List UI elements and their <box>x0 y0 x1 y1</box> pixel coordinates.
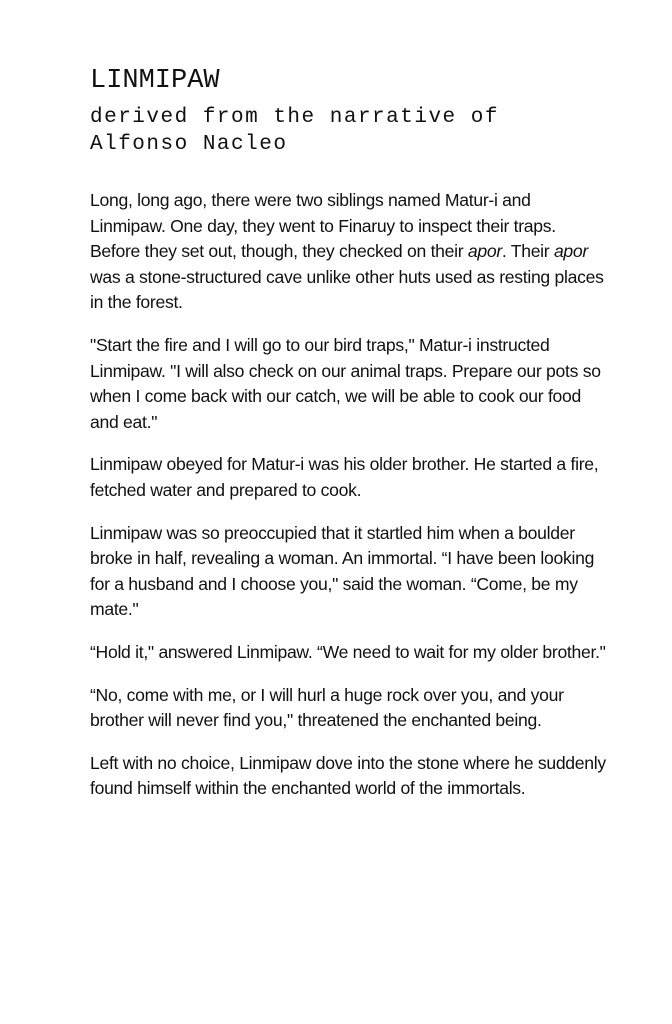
apor-term-2: apor <box>553 241 588 262</box>
paragraph-1-text-e: was a stone-structured cave unlike other huts used as resting places in the forest. <box>90 266 604 313</box>
paragraph-2: "Start the fire and I will go to our bird traps," Matur-i instructed Linmipaw. "I will also check on our animal traps. Prepare our pots so when I come back with our catch, we will be able to cook our food and eat." <box>90 334 601 432</box>
story-page <box>90 66 610 819</box>
paragraph-1-text-a: Long, long ago, there were two siblings named Matur-i and Linmipaw. One day, they went to Finaruy to inspect their traps. Before they set out, though, they checked on their <box>90 190 556 262</box>
paragraph-4: Linmipaw was so preoccupied that it startled him when a boulder broke in half, revealing a woman. An immortal. “I have been looking for a husband and I choose you," said the woman. “Come, be my mate." <box>90 522 595 620</box>
paragraph-1 <box>90 188 610 316</box>
paragraph-3: Linmipaw obeyed for Matur-i was his older brother. He started a fire, fetched water and prepared to cook. <box>90 454 599 500</box>
paragraph-6: “No, come with me, or I will hurl a huge rock over you, and your brother will never find you," threatened the enchanted being. <box>90 684 564 731</box>
apor-term: apor <box>467 241 502 262</box>
paragraph-5: “Hold it," answered Linmipaw. “We need to wait for my older brother." <box>90 641 606 662</box>
paragraph-7: Left with no choice, Linmipaw dove into the stone where he suddenly found himself within the enchanted world of the immortals. <box>90 752 606 799</box>
story-title: LINMIPAW <box>90 66 220 96</box>
story-subtitle: derived from the narrative of Alfonso Nacleo <box>90 106 499 156</box>
story-body <box>90 188 610 802</box>
paragraph-1-text-c: . Their <box>501 241 554 262</box>
